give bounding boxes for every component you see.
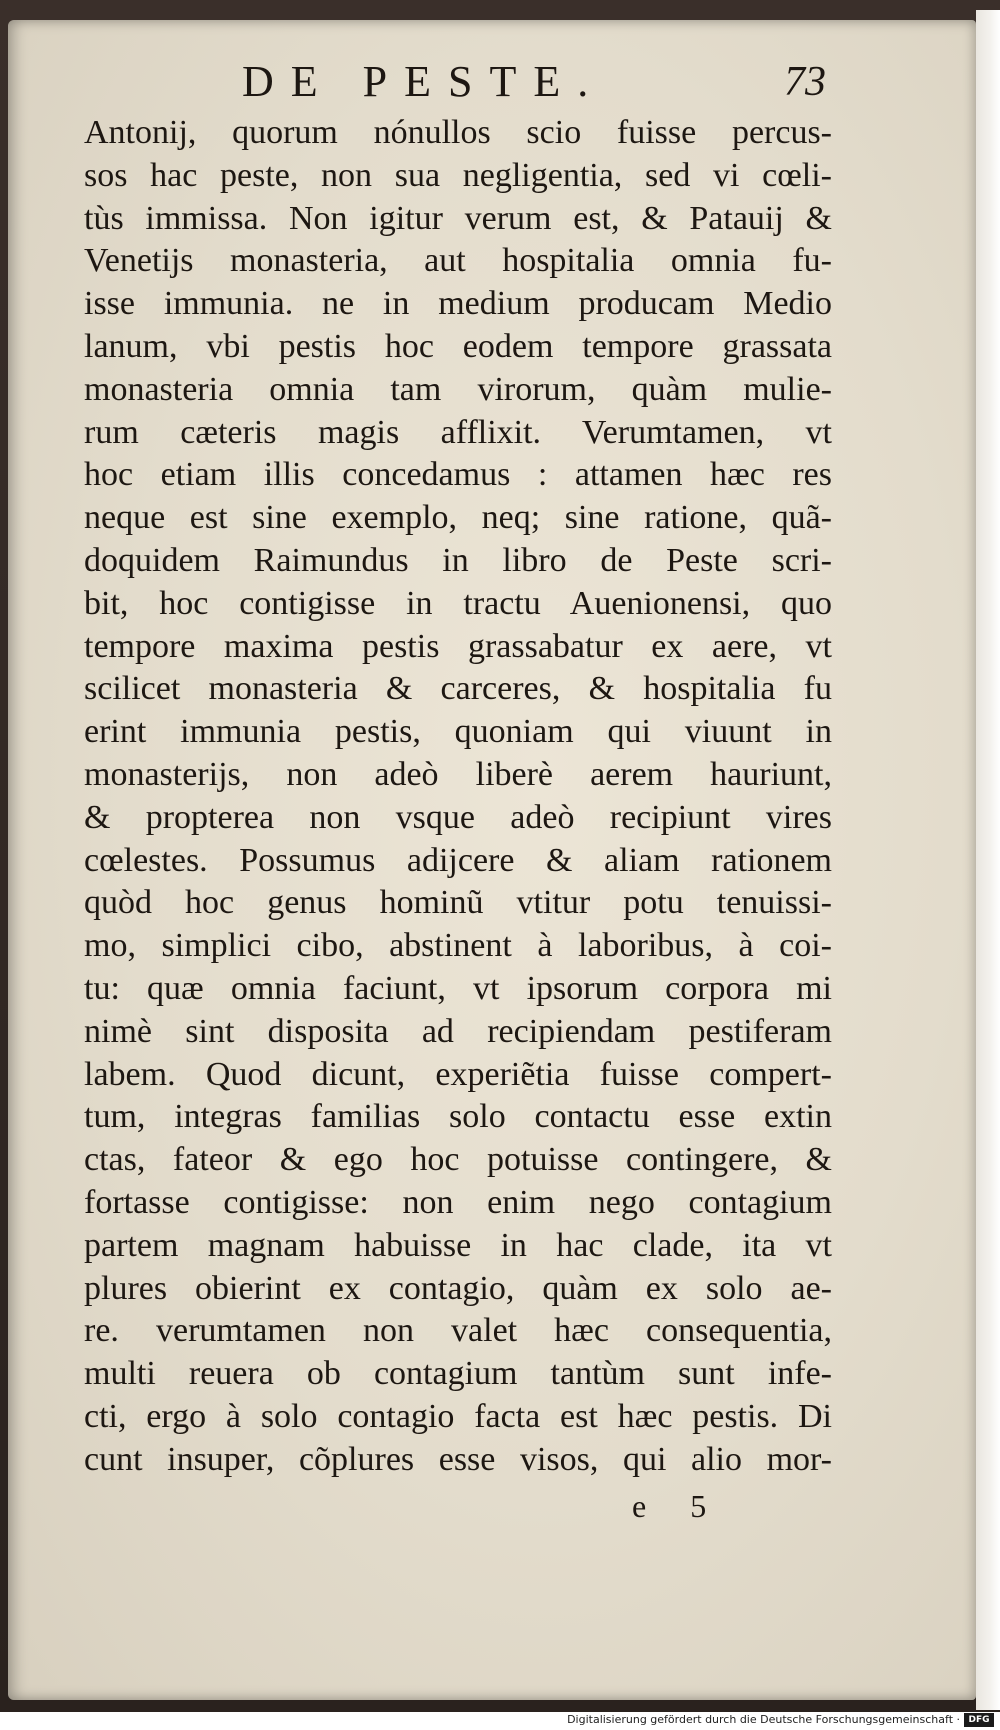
- text-line: doquidem Raimundus in libro de Peste scri-: [84, 541, 832, 579]
- text-line: erint immunia pestis, quoniam qui viuunt in: [84, 713, 832, 751]
- text-line: cœlestes. Possumus adijcere & aliam rationem: [84, 841, 832, 879]
- text-line: isse immunia. ne in medium producam Medio: [84, 285, 832, 323]
- text-line: cti, ergo à solo contagio facta est hæc pestis. Di: [84, 1397, 832, 1435]
- text-line: plures obierint ex contagio, quàm ex solo ae-: [84, 1269, 832, 1307]
- signature-mark: e 5: [632, 1488, 725, 1524]
- text-line: hoc etiam illis concedamus : attamen hæc res: [84, 456, 832, 494]
- text-line: monasteria omnia tam virorum, quàm mulie-: [84, 370, 832, 408]
- text-line: lanum, vbi pestis hoc eodem tempore grassata: [84, 327, 832, 365]
- text-line: sos hac peste, non sua negligentia, sed vi cœli-: [84, 156, 832, 194]
- page-header: [86, 48, 826, 108]
- text-line: scilicet monasteria & carceres, & hospitalia fu: [84, 670, 832, 708]
- text-line: tùs immissa. Non igitur verum est, & Patauij &: [84, 199, 832, 237]
- text-line: multi reuera ob contagium tantùm sunt infe-: [84, 1355, 832, 1393]
- text-line: quòd hoc genus hominũ vtitur potu tenuissi-: [84, 884, 832, 922]
- text-line: fortasse contigisse: non enim nego contagium: [84, 1183, 832, 1221]
- text-line: Antonij, quorum nónullos scio fuisse percus-: [84, 114, 832, 151]
- text-line: nimè sint disposita ad recipiendam pestiferam: [84, 1012, 832, 1050]
- body-text: [84, 112, 832, 1482]
- text-line: partem magnam habuisse in hac clade, ita vt: [84, 1226, 832, 1264]
- text-line: rum cæteris magis afflixit. Verumtamen, vt: [84, 413, 832, 451]
- text-line: monasterijs, non adeò liberè aerem hauriunt,: [84, 755, 832, 793]
- text-line: ctas, fateor & ego hoc potuisse contingere, &: [84, 1141, 832, 1179]
- page-edge: [976, 10, 1000, 1710]
- funding-credit: Digitalisierung gefördert durch die Deutsche Forschungsgemeinschaft ·: [567, 1713, 960, 1726]
- text-line: labem. Quod dicunt, experiẽtia fuisse compert-: [84, 1055, 832, 1093]
- text-line: neque est sine exemplo, neq; sine ratione, quã-: [84, 499, 832, 537]
- page-number: 73: [784, 59, 826, 105]
- text-line: tum, integras familias solo contactu esse extin: [84, 1098, 832, 1136]
- text-line: cunt insuper, cõplures esse visos, qui alio mor-: [84, 1440, 832, 1478]
- text-line: mo, simplici cibo, abstinent à laboribus, à coi-: [84, 927, 832, 965]
- text-line: bit, hoc contigisse in tractu Auenionensi, quo: [84, 584, 832, 622]
- running-title: DE PESTE.: [242, 57, 606, 106]
- text-line: Venetijs monasteria, aut hospitalia omnia fu-: [84, 242, 832, 280]
- text-line: tempore maxima pestis grassabatur ex aere, vt: [84, 627, 832, 665]
- dfg-logo: DFG: [964, 1713, 994, 1727]
- text-line: & propterea non vsque adeò recipiunt vires: [84, 798, 832, 836]
- text-line: re. verumtamen non valet hæc consequentia,: [84, 1312, 832, 1350]
- text-line: tu: quæ omnia faciunt, vt ipsorum corpora mi: [84, 969, 832, 1007]
